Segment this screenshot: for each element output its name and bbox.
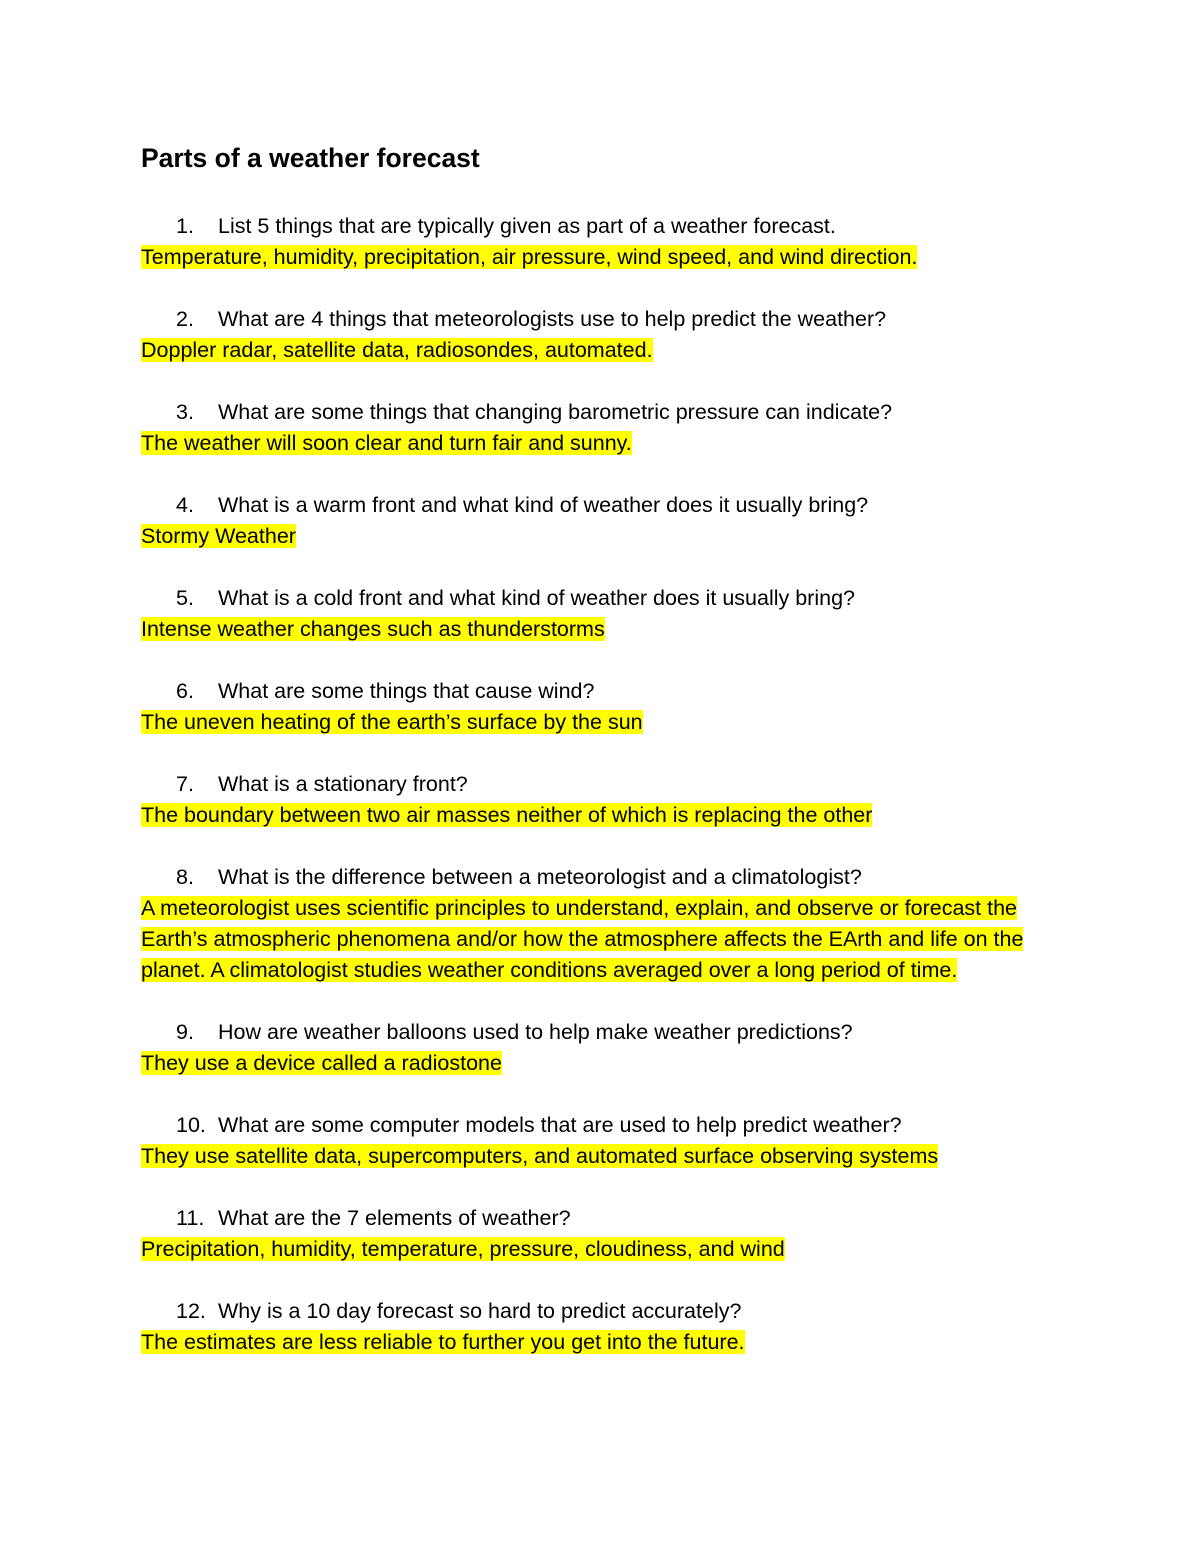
question-number: 7. <box>176 772 194 796</box>
qa-item-1 <box>141 211 1081 273</box>
qa-item-12 <box>141 1296 1081 1358</box>
question-number: 12. <box>176 1299 206 1323</box>
question-text: What are 4 things that meteorologists use to help predict the weather? <box>218 307 887 331</box>
question-text: What is a cold front and what kind of weather does it usually bring? <box>218 586 855 610</box>
qa-item-3 <box>141 397 1081 459</box>
question-number: 5. <box>176 586 194 610</box>
question-4 <box>141 490 1081 521</box>
answer-6: The uneven heating of the earth’s surface by the sun <box>141 710 643 734</box>
qa-item-8 <box>141 862 1081 986</box>
question-2 <box>141 304 1081 335</box>
question-text: What are some things that cause wind? <box>218 679 595 703</box>
question-text: What is a warm front and what kind of weather does it usually bring? <box>218 493 869 517</box>
question-number: 4. <box>176 493 194 517</box>
qa-item-5 <box>141 583 1081 645</box>
question-number: 1. <box>176 214 194 238</box>
question-number: 3. <box>176 400 194 424</box>
answer-4: Stormy Weather <box>141 524 296 548</box>
answer-11: Precipitation, humidity, temperature, pressure, cloudiness, and wind <box>141 1237 785 1261</box>
question-number: 2. <box>176 307 194 331</box>
question-number: 6. <box>176 679 194 703</box>
question-number: 10. <box>176 1113 206 1137</box>
question-text: What is a stationary front? <box>218 772 468 796</box>
question-8 <box>141 862 1081 893</box>
qa-item-11 <box>141 1203 1081 1265</box>
question-text: What are some computer models that are used to help predict weather? <box>218 1113 902 1137</box>
question-number: 9. <box>176 1020 194 1044</box>
question-text: What are some things that changing barometric pressure can indicate? <box>218 400 893 424</box>
answer-5: Intense weather changes such as thunderstorms <box>141 617 605 641</box>
question-7 <box>141 769 1081 800</box>
question-5 <box>141 583 1081 614</box>
question-11 <box>141 1203 1081 1234</box>
answer-3: The weather will soon clear and turn fair and sunny. <box>141 431 632 455</box>
qa-item-9 <box>141 1017 1081 1079</box>
question-10 <box>141 1110 1081 1141</box>
answer-1: Temperature, humidity, precipitation, air pressure, wind speed, and wind direction. <box>141 245 918 269</box>
document-page <box>141 141 1081 1389</box>
question-number: 11. <box>176 1206 205 1230</box>
qa-item-6 <box>141 676 1081 738</box>
answer-12: The estimates are less reliable to further you get into the future. <box>141 1330 745 1354</box>
question-text: Why is a 10 day forecast so hard to predict accurately? <box>218 1299 742 1323</box>
question-text: How are weather balloons used to help make weather predictions? <box>218 1020 853 1044</box>
question-1 <box>141 211 1081 242</box>
qa-item-4 <box>141 490 1081 552</box>
question-3 <box>141 397 1081 428</box>
answer-2: Doppler radar, satellite data, radiosondes, automated. <box>141 338 653 362</box>
answer-9: They use a device called a radiostone <box>141 1051 502 1075</box>
qa-item-2 <box>141 304 1081 366</box>
question-text: List 5 things that are typically given as part of a weather forecast. <box>218 214 836 238</box>
question-text: What is the difference between a meteorologist and a climatologist? <box>218 865 862 889</box>
qa-item-7 <box>141 769 1081 831</box>
question-6 <box>141 676 1081 707</box>
answer-8: A meteorologist uses scientific principles to understand, explain, and observe or forecast the Earth’s atmospheric phenomena and/or how the atmosphere affects the EArth and life on the planet. A climatologist studies weather conditions averaged over a long period of time. <box>141 896 1024 982</box>
answer-7: The boundary between two air masses neither of which is replacing the other <box>141 803 873 827</box>
question-number: 8. <box>176 865 194 889</box>
document-title: Parts of a weather forecast <box>141 143 480 173</box>
question-12 <box>141 1296 1081 1327</box>
qa-item-10 <box>141 1110 1081 1172</box>
answer-10: They use satellite data, supercomputers, and automated surface observing systems <box>141 1144 939 1168</box>
question-9 <box>141 1017 1081 1048</box>
question-text: What are the 7 elements of weather? <box>218 1206 571 1230</box>
